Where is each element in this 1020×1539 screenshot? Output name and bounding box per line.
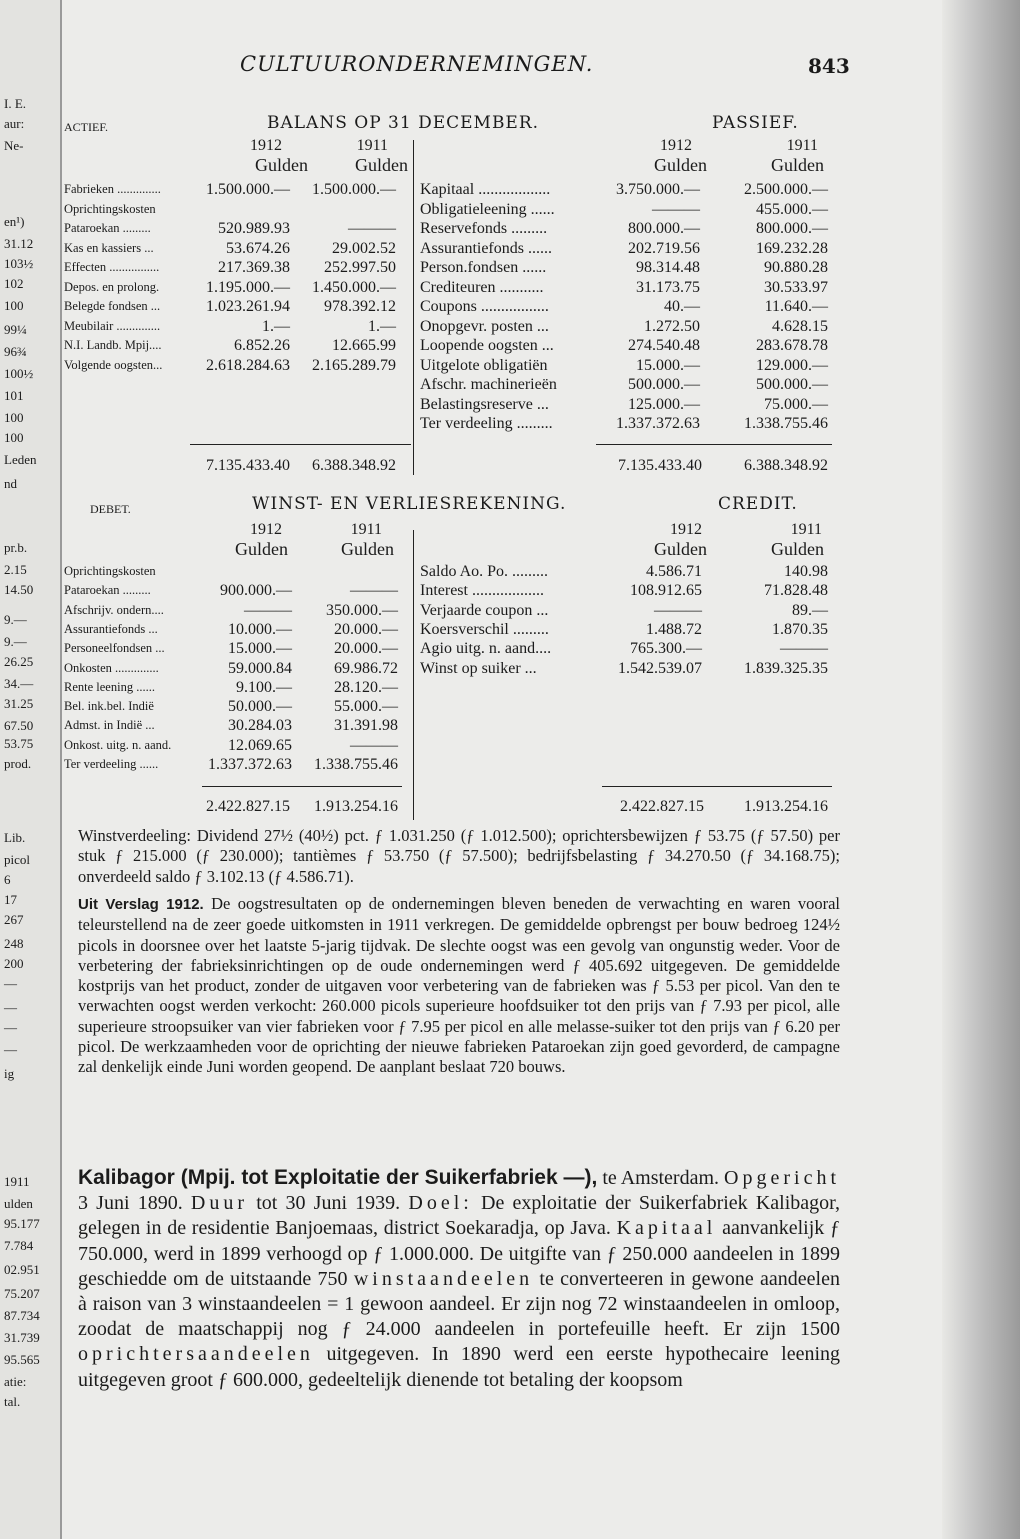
margin-fragment: I. E. <box>4 96 27 111</box>
margin-fragment: 6 <box>4 872 11 887</box>
kalibagor-text-2: 3 Juni 1890. <box>78 1192 183 1215</box>
value-1912: 1.023.261.94 <box>206 298 290 315</box>
margin-fragment: 100 <box>4 410 24 425</box>
value-1911: 30.533.97 <box>764 278 828 296</box>
value-1912: 217.369.38 <box>218 259 290 276</box>
value-1911: 169.232.28 <box>756 239 828 257</box>
value-1912: 10.000.— <box>228 620 292 638</box>
value-1912: 1.542.539.07 <box>618 659 702 677</box>
value-1912: 108.912.65 <box>630 582 702 600</box>
label-oprichtersaandeelen: oprichtersaandeelen <box>78 1343 314 1366</box>
page-edge-shadow <box>942 0 1020 1539</box>
margin-fragment: 53.75 <box>4 736 34 751</box>
value-1912: 15.000.— <box>636 356 700 374</box>
value-1912: 53.674.26 <box>226 239 290 257</box>
margin-fragment: — <box>4 1020 17 1035</box>
row-label: Person.fondsen ...... <box>420 259 547 276</box>
row-label: Coupons ................. <box>420 298 549 315</box>
total-credit-1911: 1.913.254.16 <box>744 798 828 815</box>
debet-heading: DEBET. <box>90 502 131 516</box>
value-1912: 800.000.— <box>628 220 700 237</box>
margin-fragment: ulden <box>4 1196 33 1211</box>
value-1912: 30.284.03 <box>228 717 292 735</box>
row-label: Ter verdeeling ......... <box>420 415 553 432</box>
margin-fragment: Leden <box>4 452 37 467</box>
actief-heading: ACTIEF. <box>64 120 109 134</box>
label-doel: Doel: <box>408 1192 473 1215</box>
year-1912: 1912 <box>250 137 282 154</box>
row-label: Agio uitg. n. aand.... <box>420 640 552 658</box>
margin-fragment: atie: <box>4 1374 27 1389</box>
unit-gulden: Gulden <box>255 155 308 175</box>
column-divider <box>413 530 414 820</box>
value-1911: 28.120.— <box>334 678 398 696</box>
margin-fragment: 31.12 <box>4 236 34 251</box>
unit-gulden: Gulden <box>654 539 707 559</box>
row-label: Winst op suiker ... <box>420 659 537 677</box>
balans-title: BALANS OP 31 DECEMBER. <box>267 113 540 133</box>
margin-fragment: 2.15 <box>4 562 27 577</box>
kalibagor-text-3: tot 30 Juni 1939. <box>256 1192 401 1215</box>
value-1912: 6.852.26 <box>234 337 290 354</box>
value-1911: 140.98 <box>784 563 828 580</box>
margin-fragment: 31.25 <box>4 696 34 711</box>
row-label: Effecten ................ <box>64 260 160 274</box>
row-label: Verjaarde coupon ... <box>420 601 549 619</box>
total-passief-1911: 6.388.348.92 <box>744 457 828 474</box>
row-label: Fabrieken .............. <box>64 182 161 196</box>
value-1912: 1.500.000.— <box>206 181 290 198</box>
value-1912: 2.618.284.63 <box>206 356 290 374</box>
kalibagor-text-5: aanvankelijk ƒ 750.000, werd in 1899 verhoogd op ƒ 1.000.000. De uitgifte van ƒ 250.000 aandeelen in 1899 geschiedde om de uitstaande 750 <box>78 1217 841 1290</box>
margin-fragment: 267 <box>4 912 24 927</box>
column-divider <box>413 140 414 475</box>
label-winstaandeelen: winstaandeelen <box>353 1267 534 1290</box>
margin-fragment: 14.50 <box>4 582 34 597</box>
verslag-lead: Uit Verslag 1912. <box>78 896 204 913</box>
margin-fragment: tal. <box>4 1394 21 1409</box>
total-debet-1911: 1.913.254.16 <box>314 798 398 815</box>
value-1912: 1.337.372.63 <box>616 415 700 432</box>
label-kapitaal: Kapitaal <box>616 1217 717 1240</box>
row-label: Onopgevr. posten ... <box>420 317 549 335</box>
value-1911: 2.165.289.79 <box>312 356 396 374</box>
value-1911: 29.002.52 <box>332 239 396 257</box>
margin-fragment: 200 <box>4 956 24 971</box>
row-label: Kas en kassiers ... <box>64 240 154 255</box>
margin-fragment: en¹) <box>4 214 25 229</box>
row-label: Onkost. uitg. n. aand. <box>64 737 172 752</box>
value-1912: 50.000.— <box>228 698 292 716</box>
row-label: Depos. en prolong. <box>64 279 160 294</box>
year-1912: 1912 <box>250 521 282 538</box>
value-1912: 274.540.48 <box>628 337 700 354</box>
value-1911: 800.000.— <box>756 220 828 237</box>
margin-fragment: — <box>4 1042 17 1057</box>
margin-fragment: 248 <box>4 936 24 951</box>
margin-fragment: 9.— <box>4 612 27 627</box>
sum-rule <box>596 444 832 445</box>
value-1912: 900.000.— <box>220 582 292 600</box>
margin-fragment: 96¾ <box>4 344 27 359</box>
value-1911: 71.828.48 <box>764 582 828 600</box>
margin-fragment: 101 <box>4 388 24 403</box>
row-label: N.I. Landb. Mpij.... <box>64 338 162 352</box>
value-1911: 20.000.— <box>334 640 398 658</box>
winst-title: WINST- EN VERLIESREKENING. <box>252 494 567 514</box>
margin-fragment: ig <box>4 1066 15 1081</box>
value-1911: 90.880.28 <box>764 259 828 276</box>
margin-fragment: 95.565 <box>4 1352 40 1367</box>
value-1912: 12.069.65 <box>228 736 292 754</box>
margin-fragment: 9.— <box>4 634 27 649</box>
row-label: Assurantiefonds ... <box>64 621 158 636</box>
value-1912: 1.— <box>262 317 290 335</box>
value-1911: 11.640.— <box>764 298 828 315</box>
value-1912: 31.173.75 <box>636 278 700 296</box>
value-1911: 1.338.755.46 <box>314 756 398 773</box>
total-actief-1912: 7.135.433.40 <box>206 457 290 474</box>
margin-fragment: 26.25 <box>4 654 34 669</box>
value-1911: 455.000.— <box>756 200 828 218</box>
value-1912: ——— <box>244 601 292 619</box>
value-1912: 9.100.— <box>236 678 292 696</box>
value-1912: 520.989.93 <box>218 220 290 237</box>
value-1911: 350.000.— <box>326 601 398 619</box>
value-1911: 4.628.15 <box>772 317 828 335</box>
margin-fragment: 34.— <box>4 676 34 691</box>
row-label: Crediteuren ........... <box>420 278 544 296</box>
page-843 <box>62 0 942 1539</box>
row-label: Koersverschil ......... <box>420 620 549 638</box>
value-1912: 98.314.48 <box>636 259 700 276</box>
kalibagor-heading: Kalibagor (Mpij. tot Exploitatie der Suikerfabriek —), <box>78 1166 598 1189</box>
row-label: Personeelfondsen ... <box>64 641 165 656</box>
year-1911: 1911 <box>356 137 388 154</box>
margin-fragment: prod. <box>4 756 32 771</box>
total-passief-1912: 7.135.433.40 <box>618 457 702 474</box>
total-credit-1912: 2.422.827.15 <box>620 798 704 815</box>
value-1911: 2.500.000.— <box>744 181 828 198</box>
value-1911: 69.986.72 <box>334 659 398 677</box>
value-1912: 765.300.— <box>630 640 702 658</box>
row-label: Obligatieleening ...... <box>420 200 555 218</box>
row-label: Oprichtingskosten <box>64 201 156 216</box>
kalibagor-text-6: te converteeren in gewone aandeelen à raison van 3 winstaandeelen = 1 gewoon aandeel. Er zijn nog 72 winstaandeelen in omloop, zoodat de maatschappij nog ƒ 24.000 aandeelen in portefeuille heeft. Er zijn 1500 <box>78 1267 840 1341</box>
kalibagor-text-4: De exploitatie der Suikerfabriek Kalibagor, gelegen in de residentie Banjoemaas, district Soekaradja, op Java. <box>78 1192 841 1240</box>
row-label: Uitgelote obligatiën <box>420 356 548 374</box>
value-1912: 500.000.— <box>628 376 700 393</box>
row-label: Oprichtingskosten <box>64 564 156 578</box>
credit-heading: CREDIT. <box>718 494 798 514</box>
row-label: Ter verdeeling ...... <box>64 757 159 771</box>
margin-fragment: 87.734 <box>4 1308 40 1323</box>
value-1911: 500.000.— <box>756 376 828 393</box>
margin-fragment: Ne- <box>4 138 24 153</box>
verslag-paragraph <box>78 894 840 1078</box>
sum-rule <box>202 786 402 787</box>
unit-gulden: Gulden <box>355 155 408 175</box>
value-1912: 4.586.71 <box>646 563 702 580</box>
value-1912: 125.000.— <box>628 395 700 413</box>
row-label: Interest .................. <box>420 582 544 600</box>
row-label: Pataroekan ......... <box>64 583 151 598</box>
unit-gulden: Gulden <box>654 155 707 175</box>
value-1911: 31.391.98 <box>334 717 398 735</box>
row-label: Belastingsreserve ... <box>420 395 549 413</box>
winstverdeeling-paragraph: Winstverdeeling: Dividend 27½ (40½) pct. ƒ 1.031.250 (ƒ 1.012.500); oprichtersbewijzen ƒ 53.75 (ƒ 57.50) per stuk ƒ 215.000 (ƒ 230.000); tantièmes ƒ 53.750 (ƒ 57.500); bedrijfsbelasting ƒ 34.270.50 (ƒ 34.168.75); onverdeeld saldo ƒ 3.102.13 (ƒ 4.586.71). <box>78 826 840 886</box>
value-1911: 12.665.99 <box>332 337 396 354</box>
value-1912: ——— <box>652 200 700 218</box>
row-label: Belegde fondsen ... <box>64 299 161 313</box>
value-1911: 1.870.35 <box>772 620 828 638</box>
margin-fragment: 100 <box>4 430 24 445</box>
row-label: Afschr. machinerieën <box>420 376 557 393</box>
value-1912: 59.000.84 <box>228 659 292 677</box>
year-1911: 1911 <box>786 137 818 154</box>
kalibagor-entry <box>78 1165 840 1393</box>
margin-fragment: 1911 <box>4 1174 30 1189</box>
row-label: Assurantiefonds ...... <box>420 239 552 257</box>
margin-fragment: 7.784 <box>4 1238 34 1253</box>
label-opgericht: Opgericht <box>724 1167 841 1189</box>
margin-fragment: 100½ <box>4 366 34 381</box>
kalibagor-text-7: uitgegeven. In 1890 werd een eerste hypothecaire leening uitgegeven groot ƒ 600.000, gedeeltelijk dienende tot betaling der koopsom <box>78 1343 841 1391</box>
row-label: Kapitaal .................. <box>420 181 551 198</box>
value-1912: ——— <box>654 601 702 619</box>
row-label: Loopende oogsten ... <box>420 337 554 354</box>
margin-fragment: 99¼ <box>4 322 27 337</box>
sum-rule <box>190 444 411 445</box>
year-1911: 1911 <box>350 521 382 538</box>
value-1911: 283.678.78 <box>756 337 828 354</box>
margin-fragment: nd <box>4 476 17 491</box>
margin-fragment: picol <box>4 852 30 867</box>
year-1912: 1912 <box>670 521 702 538</box>
passief-heading: PASSIEF. <box>712 113 799 133</box>
row-label: Meubilair .............. <box>64 318 161 333</box>
value-1912: 1.488.72 <box>646 620 702 638</box>
page-number: 843 <box>808 54 850 78</box>
row-label: Volgende oogsten... <box>64 357 163 372</box>
value-1911: 1.— <box>368 317 396 335</box>
margin-fragment: 100 <box>4 298 24 313</box>
margin-fragment: Lib. <box>4 830 26 845</box>
margin-fragment: 103½ <box>4 256 34 271</box>
row-label: Onkosten .............. <box>64 660 159 675</box>
unit-gulden: Gulden <box>235 539 288 559</box>
kalibagor-text-1: te Amsterdam. <box>602 1167 720 1189</box>
unit-gulden: Gulden <box>771 155 824 175</box>
margin-fragment: 67.50 <box>4 718 34 733</box>
verslag-text: De oogstresultaten op de ondernemingen bleven beneden de verwachting en waren vooral teleurstellend na de zeer goede uitkomsten in 1911 verkregen. De gemiddelde opbrengst per bouw bedroeg 124½ picols in doorsnee over het laatste 5-jarig tijdvak. De slechte oogst was een gevolg van ongunstig weder. Voor de verbetering der fabrieksinrichtingen op de oude ondernemingen werd ƒ 405.692 uitgegeven. De gemiddelde kostprijs van het product, zonder de uitgaven voor verbetering van de fabrieken was ƒ 5.53 per picol. Van den te verwachten oogst werden verkocht: 260.000 picols superieure hoofdsuiker tot den prijs van ƒ 7.93 per picol, alle superieure stroopsuiker van vier fabrieken voor ƒ 7.95 per picol en alle melasse-suiker tot den prijs van ƒ 6.20 per picol. De werkzaamheden voor de oprichting der nieuwe fabrieken Pataroekan zijn goed gevorderd, de campagne zal denkelijk einde Juni worden geopend. De aanplant beslaat 720 bouws. <box>78 894 841 1077</box>
row-label: Admst. in Indië ... <box>64 718 155 733</box>
value-1911: ——— <box>350 582 398 600</box>
value-1911: 1.450.000.— <box>312 278 396 296</box>
value-1912: 1.272.50 <box>644 317 700 335</box>
margin-fragment: aur: <box>4 116 25 131</box>
total-actief-1911: 6.388.348.92 <box>312 457 396 474</box>
value-1911: 978.392.12 <box>324 298 396 315</box>
margin-fragment: 02.951 <box>4 1262 40 1277</box>
value-1912: 202.719.56 <box>628 239 700 257</box>
value-1912: 15.000.— <box>228 640 292 658</box>
value-1912: 1.195.000.— <box>206 278 290 296</box>
value-1911: ——— <box>348 220 396 237</box>
value-1912: 40.— <box>664 298 700 315</box>
value-1911: ——— <box>350 736 398 754</box>
label-duur: Duur <box>190 1192 248 1215</box>
value-1911: 129.000.— <box>756 356 828 374</box>
value-1911: 1.839.325.35 <box>744 659 828 677</box>
total-debet-1912: 2.422.827.15 <box>206 798 290 815</box>
margin-fragment: 95.177 <box>4 1216 40 1231</box>
margin-fragment: — <box>4 976 17 991</box>
running-header: CULTUURONDERNEMINGEN. <box>240 52 594 76</box>
row-label: Pataroekan ......... <box>64 221 151 235</box>
value-1912: 1.337.372.63 <box>208 756 292 773</box>
value-1911: 89.— <box>792 601 828 619</box>
margin-fragment: 102 <box>4 276 24 291</box>
year-1911: 1911 <box>790 521 822 538</box>
row-label: Rente leening ...... <box>64 679 155 694</box>
previous-page-margin <box>0 0 62 1539</box>
value-1911: 55.000.— <box>334 698 398 716</box>
value-1911: 1.338.755.46 <box>744 415 828 432</box>
margin-fragment: 75.207 <box>4 1286 40 1301</box>
margin-fragment: 31.739 <box>4 1330 40 1345</box>
year-1912: 1912 <box>660 137 692 154</box>
margin-fragment: 17 <box>4 892 17 907</box>
value-1911: 75.000.— <box>764 395 828 413</box>
margin-fragment: pr.b. <box>4 540 28 555</box>
unit-gulden: Gulden <box>341 539 394 559</box>
value-1911: 1.500.000.— <box>312 181 396 198</box>
sum-rule <box>602 786 832 787</box>
value-1911: 252.997.50 <box>324 259 396 276</box>
value-1911: ——— <box>780 640 828 658</box>
row-label: Reservefonds ......... <box>420 220 548 237</box>
row-label: Afschrijv. ondern.... <box>64 602 164 617</box>
value-1911: 20.000.— <box>334 620 398 638</box>
row-label: Bel. ink.bel. Indië <box>64 699 154 714</box>
margin-fragment: — <box>4 1000 17 1015</box>
row-label: Saldo Ao. Po. ......... <box>420 563 549 580</box>
value-1912: 3.750.000.— <box>616 181 700 198</box>
unit-gulden: Gulden <box>771 539 824 559</box>
